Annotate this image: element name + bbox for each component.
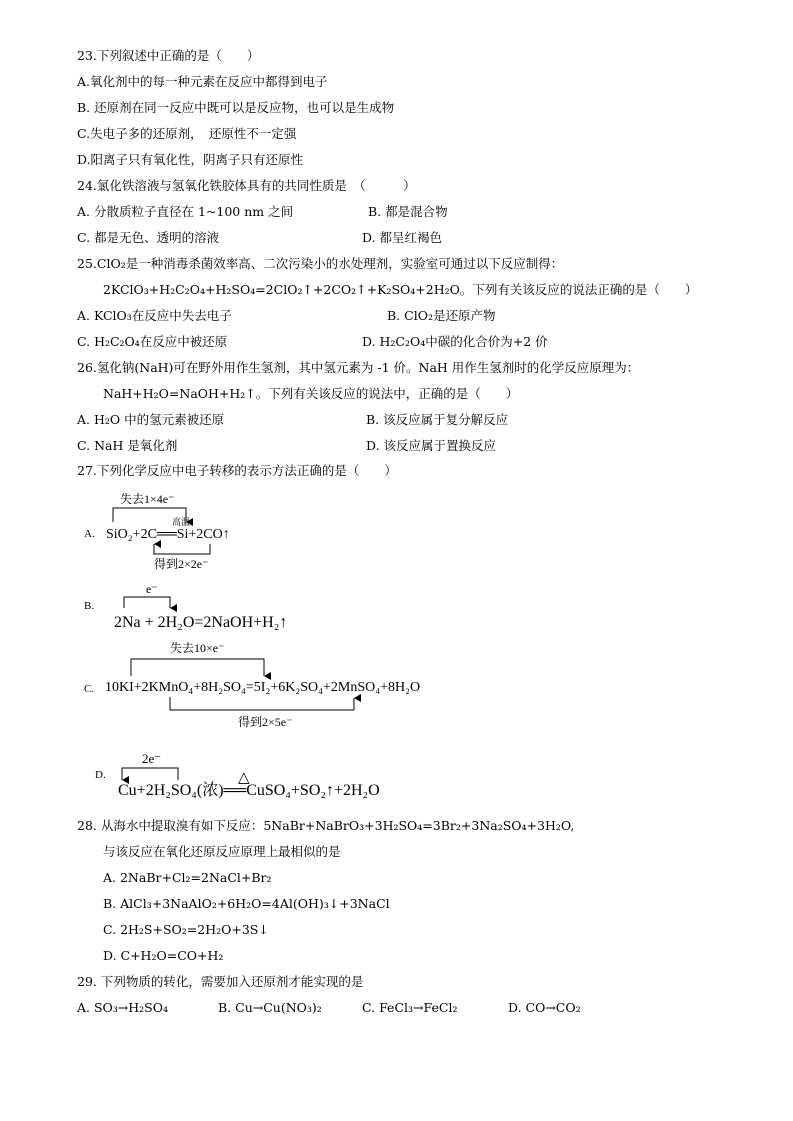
q25-equation: 2KClO₃+H₂C₂O₄+H₂SO₄=2ClO₂↑+2CO₂↑+K₂SO₄+2H₂O。下列有关该反应的说法正确的是（ ） xyxy=(103,282,698,297)
q27-c-label: C. xyxy=(84,683,95,695)
q27-c-bottom-bracket xyxy=(170,697,354,710)
q23-option-a: A.氧化剂中的每一种元素在反应中都得到电子 xyxy=(77,74,328,89)
q27-a-condition: 高温 xyxy=(172,517,191,527)
q27-d-top-arrow xyxy=(122,768,178,780)
q24-option-b: B. 都是混合物 xyxy=(368,204,448,219)
q27-option-a-diagram xyxy=(84,491,230,571)
q27-b-top-label: e⁻ xyxy=(146,582,158,596)
q26-option-a: A. H₂O 中的氢元素被还原 xyxy=(77,412,225,427)
q26-equation: NaH+H₂O=NaOH+H₂↑。下列有关该反应的说法中，正确的是（ ） xyxy=(103,386,519,401)
q24-option-d: D. 都呈红褐色 xyxy=(362,230,443,245)
q28-option-b: B. AlCl₃+3NaAlO₂+6H₂O=4Al(OH)₃↓+3NaCl xyxy=(103,896,390,911)
q28-option-a: A. 2NaBr+Cl₂=2NaCl+Br₂ xyxy=(103,870,272,885)
q27-stem: 27.下列化学反应中电子转移的表示方法正确的是（ ） xyxy=(77,463,397,478)
q29-option-d: D. CO→CO₂ xyxy=(508,1000,581,1015)
q25-option-b: B. ClO₂是还原产物 xyxy=(387,308,496,323)
q27-b-label: B. xyxy=(84,600,95,612)
q26-stem: 26.氢化钠(NaH)可在野外用作生氢剂，其中氢元素为 -1 价。NaH 用作生氢剂时的化学反应原理为： xyxy=(77,360,640,375)
q27-d-equation: Cu+2H₂SO₄(浓)══CuSO₄+SO₂↑+2H₂O xyxy=(118,782,380,799)
q23-option-d: D.阳离子只有氧化性，阴离子只有还原性 xyxy=(77,152,304,167)
q28-stem: 28. 从海水中提取溴有如下反应：5NaBr+NaBrO₃+3H₂SO₄=3Br₂+3Na₂SO₄+3H₂O, xyxy=(77,818,575,833)
q23-stem: 23.下列叙述中正确的是（ ） xyxy=(77,48,260,63)
q23-option-b: B. 还原剂在同一反应中既可以是反应物，也可以是生成物 xyxy=(77,100,395,115)
q27-option-b-diagram xyxy=(84,582,287,631)
q27-a-equation: SiO₂+2C══Si+2CO↑ xyxy=(106,527,230,542)
q27-b-top-arrow xyxy=(124,597,170,608)
q29-option-b: B. Cu→Cu(NO₃)₂ xyxy=(218,1000,322,1015)
q27-d-top-label: 2e⁻ xyxy=(142,751,162,766)
q26-option-d: D. 该反应属于置换反应 xyxy=(366,438,497,453)
q27-a-label: A. xyxy=(84,528,95,540)
q27-a-bottom-label: 得到2×2e⁻ xyxy=(154,557,209,571)
q24-stem: 24.氯化铁溶液与氢氧化铁胶体具有的共同性质是 （ ） xyxy=(77,178,416,193)
q27-a-bottom-bracket xyxy=(154,544,210,554)
q25-option-a: A. KClO₃在反应中失去电子 xyxy=(77,308,232,323)
q25-option-d: D. H₂C₂O₄中碳的化合价为+2 价 xyxy=(362,334,548,349)
q27-c-top-label: 失去10×e⁻ xyxy=(170,641,225,655)
q25-option-c: C. H₂C₂O₄在反应中被还原 xyxy=(77,334,228,349)
q27-option-d-diagram xyxy=(95,751,380,799)
q27-d-label: D. xyxy=(95,769,106,781)
q27-b-equation: 2Na + 2H₂O=2NaOH+H₂↑ xyxy=(114,614,288,631)
q27-d-condition: △ xyxy=(238,770,250,786)
q29-stem: 29. 下列物质的转化，需要加入还原剂才能实现的是 xyxy=(77,974,364,989)
q29-option-c: C. FeCl₃→FeCl₂ xyxy=(362,1000,458,1015)
q27-c-bottom-label: 得到2×5e⁻ xyxy=(238,715,293,729)
q23-option-c: C.失电子多的还原剂， 还原性不一定强 xyxy=(77,126,297,141)
q28-subtext: 与该反应在氧化还原反应原理上最相似的是 xyxy=(103,844,341,859)
q28-option-d: D. C+H₂O=CO+H₂ xyxy=(103,948,224,963)
q27-a-top-label: 失去1×4e⁻ xyxy=(120,492,175,506)
q29-option-a: A. SO₃→H₂SO₄ xyxy=(77,1000,169,1015)
q26-option-b: B. 该反应属于复分解反应 xyxy=(366,412,509,427)
q24-option-a: A. 分散质粒子直径在 1~100 nm 之间 xyxy=(77,204,294,219)
q27-option-c-diagram xyxy=(84,640,420,729)
q27-c-top-arrow xyxy=(131,659,264,676)
q25-stem: 25.ClO₂是一种消毒杀菌效率高、二次污染小的水处理剂，实验室可通过以下反应制得： xyxy=(77,256,564,271)
q26-option-c: C. NaH 是氧化剂 xyxy=(77,438,178,453)
q24-option-c: C. 都是无色、透明的溶液 xyxy=(77,230,220,245)
q27-c-equation: 10KI+2KMnO₄+8H₂SO₄=5I₂+6K₂SO₄+2MnSO₄+8H₂O xyxy=(105,680,421,695)
q28-option-c: C. 2H₂S+SO₂=2H₂O+3S↓ xyxy=(103,922,269,937)
